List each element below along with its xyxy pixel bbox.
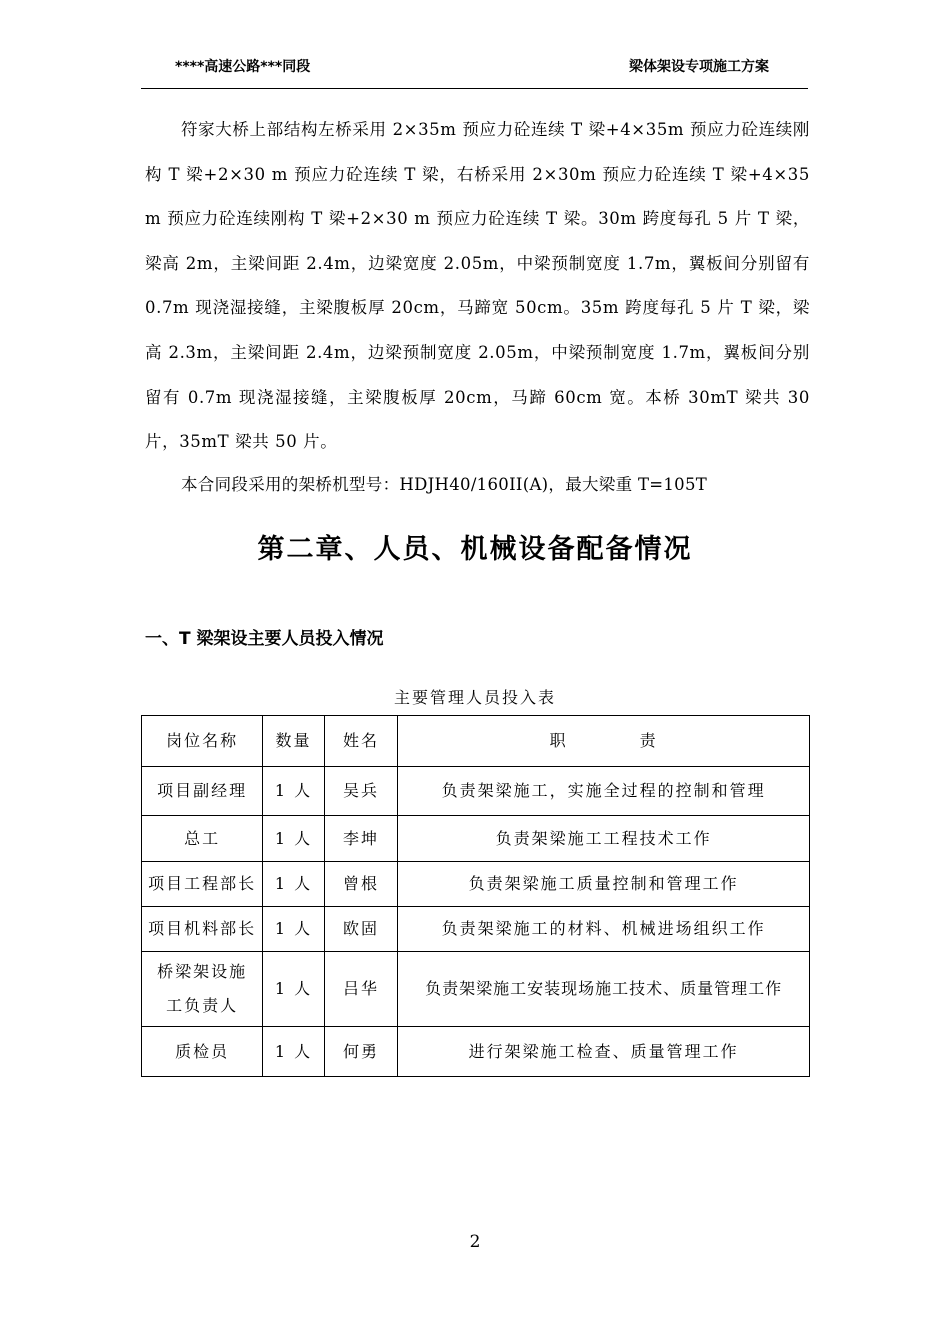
cell-quantity: 1 人 (263, 952, 325, 1027)
cell-duty: 负责架梁施工工程技术工作 (398, 816, 810, 862)
table-row (142, 816, 810, 862)
table-row (142, 1027, 810, 1077)
cell-name: 李坤 (324, 816, 397, 862)
body-paragraph-1: 符家大桥上部结构左桥采用 2×35m 预应力砼连续 T 梁+4×35m 预应力砼连续刚构 T 梁+2×30 m 预应力砼连续 T 梁，右桥采用 2×30m 预应力砼连续 T 梁+4×35m 预应力砼连续刚构 T 梁+2×30 m 预应力砼连续 T 梁。30m 跨度每孔 5 片 T 梁，梁高 2m，主梁间距 2.4m，边梁宽度 2.05m，中梁预制宽度 1.7m，翼板间分别留有 0.7m 现浇湿接缝，主梁腹板厚 20cm，马蹄宽 50cm。35m 跨度每孔 5 片 T 梁，梁高 2.3m，主梁间距 2.4m，边梁预制宽度 2.05m，中梁预制宽度 1.7m，翼板间分别留有 0.7m 现浇湿接缝，主梁腹板厚 20cm，马蹄 60cm 宽。本桥 30mT 梁共 30 片，35mT 梁共 50 片。 (145, 120, 810, 452)
cell-quantity: 1 人 (263, 816, 325, 862)
cell-position: 项目机料部长 (142, 907, 263, 952)
section-title: 一、T 梁架设主要人员投入情况 (145, 629, 384, 649)
cell-name: 吕华 (324, 952, 397, 1027)
header-cell-quantity: 数量 (263, 716, 325, 767)
cell-position-text: 桥梁架设施工负责人 (157, 962, 248, 1015)
header-divider (141, 88, 808, 89)
cell-position: 项目工程部长 (142, 862, 263, 907)
header-cell-duty: 职 责 (398, 716, 810, 767)
table-row (142, 862, 810, 907)
cell-position (142, 952, 263, 1027)
cell-duty: 负责架梁施工，实施全过程的控制和管理 (398, 767, 810, 816)
header-cell-name: 姓名 (324, 716, 397, 767)
chapter-title: 第二章、人员、机械设备配备情况 (257, 534, 693, 565)
cell-duty: 负责架梁施工质量控制和管理工作 (398, 862, 810, 907)
cell-name: 曾根 (324, 862, 397, 907)
body-paragraph-2: 本合同段采用的架桥机型号：HDJH40/160II(A)，最大梁重 T=105T (181, 475, 708, 494)
header-document-title: 梁体架设专项施工方案 (629, 59, 769, 75)
cell-position: 质检员 (142, 1027, 263, 1077)
cell-position: 项目副经理 (142, 767, 263, 816)
cell-duty: 负责架梁施工的材料、机械进场组织工作 (398, 907, 810, 952)
cell-name: 吴兵 (324, 767, 397, 816)
header-project-name: ****高速公路***同段 (175, 59, 311, 75)
cell-quantity: 1 人 (263, 767, 325, 816)
header-cell-position: 岗位名称 (142, 716, 263, 767)
table-row (142, 952, 810, 1027)
cell-quantity: 1 人 (263, 1027, 325, 1077)
cell-name: 何勇 (324, 1027, 397, 1077)
cell-quantity: 1 人 (263, 862, 325, 907)
table-header-row (142, 716, 810, 767)
staff-table (141, 715, 810, 1077)
cell-name: 欧固 (324, 907, 397, 952)
page-number: 2 (469, 1232, 481, 1252)
cell-duty: 负责架梁施工安装现场施工技术、质量管理工作 (398, 952, 810, 1027)
cell-position: 总工 (142, 816, 263, 862)
table-row (142, 767, 810, 816)
table-caption: 主要管理人员投入表 (393, 688, 556, 707)
cell-quantity: 1 人 (263, 907, 325, 952)
table-row (142, 907, 810, 952)
cell-duty: 进行架梁施工检查、质量管理工作 (398, 1027, 810, 1077)
